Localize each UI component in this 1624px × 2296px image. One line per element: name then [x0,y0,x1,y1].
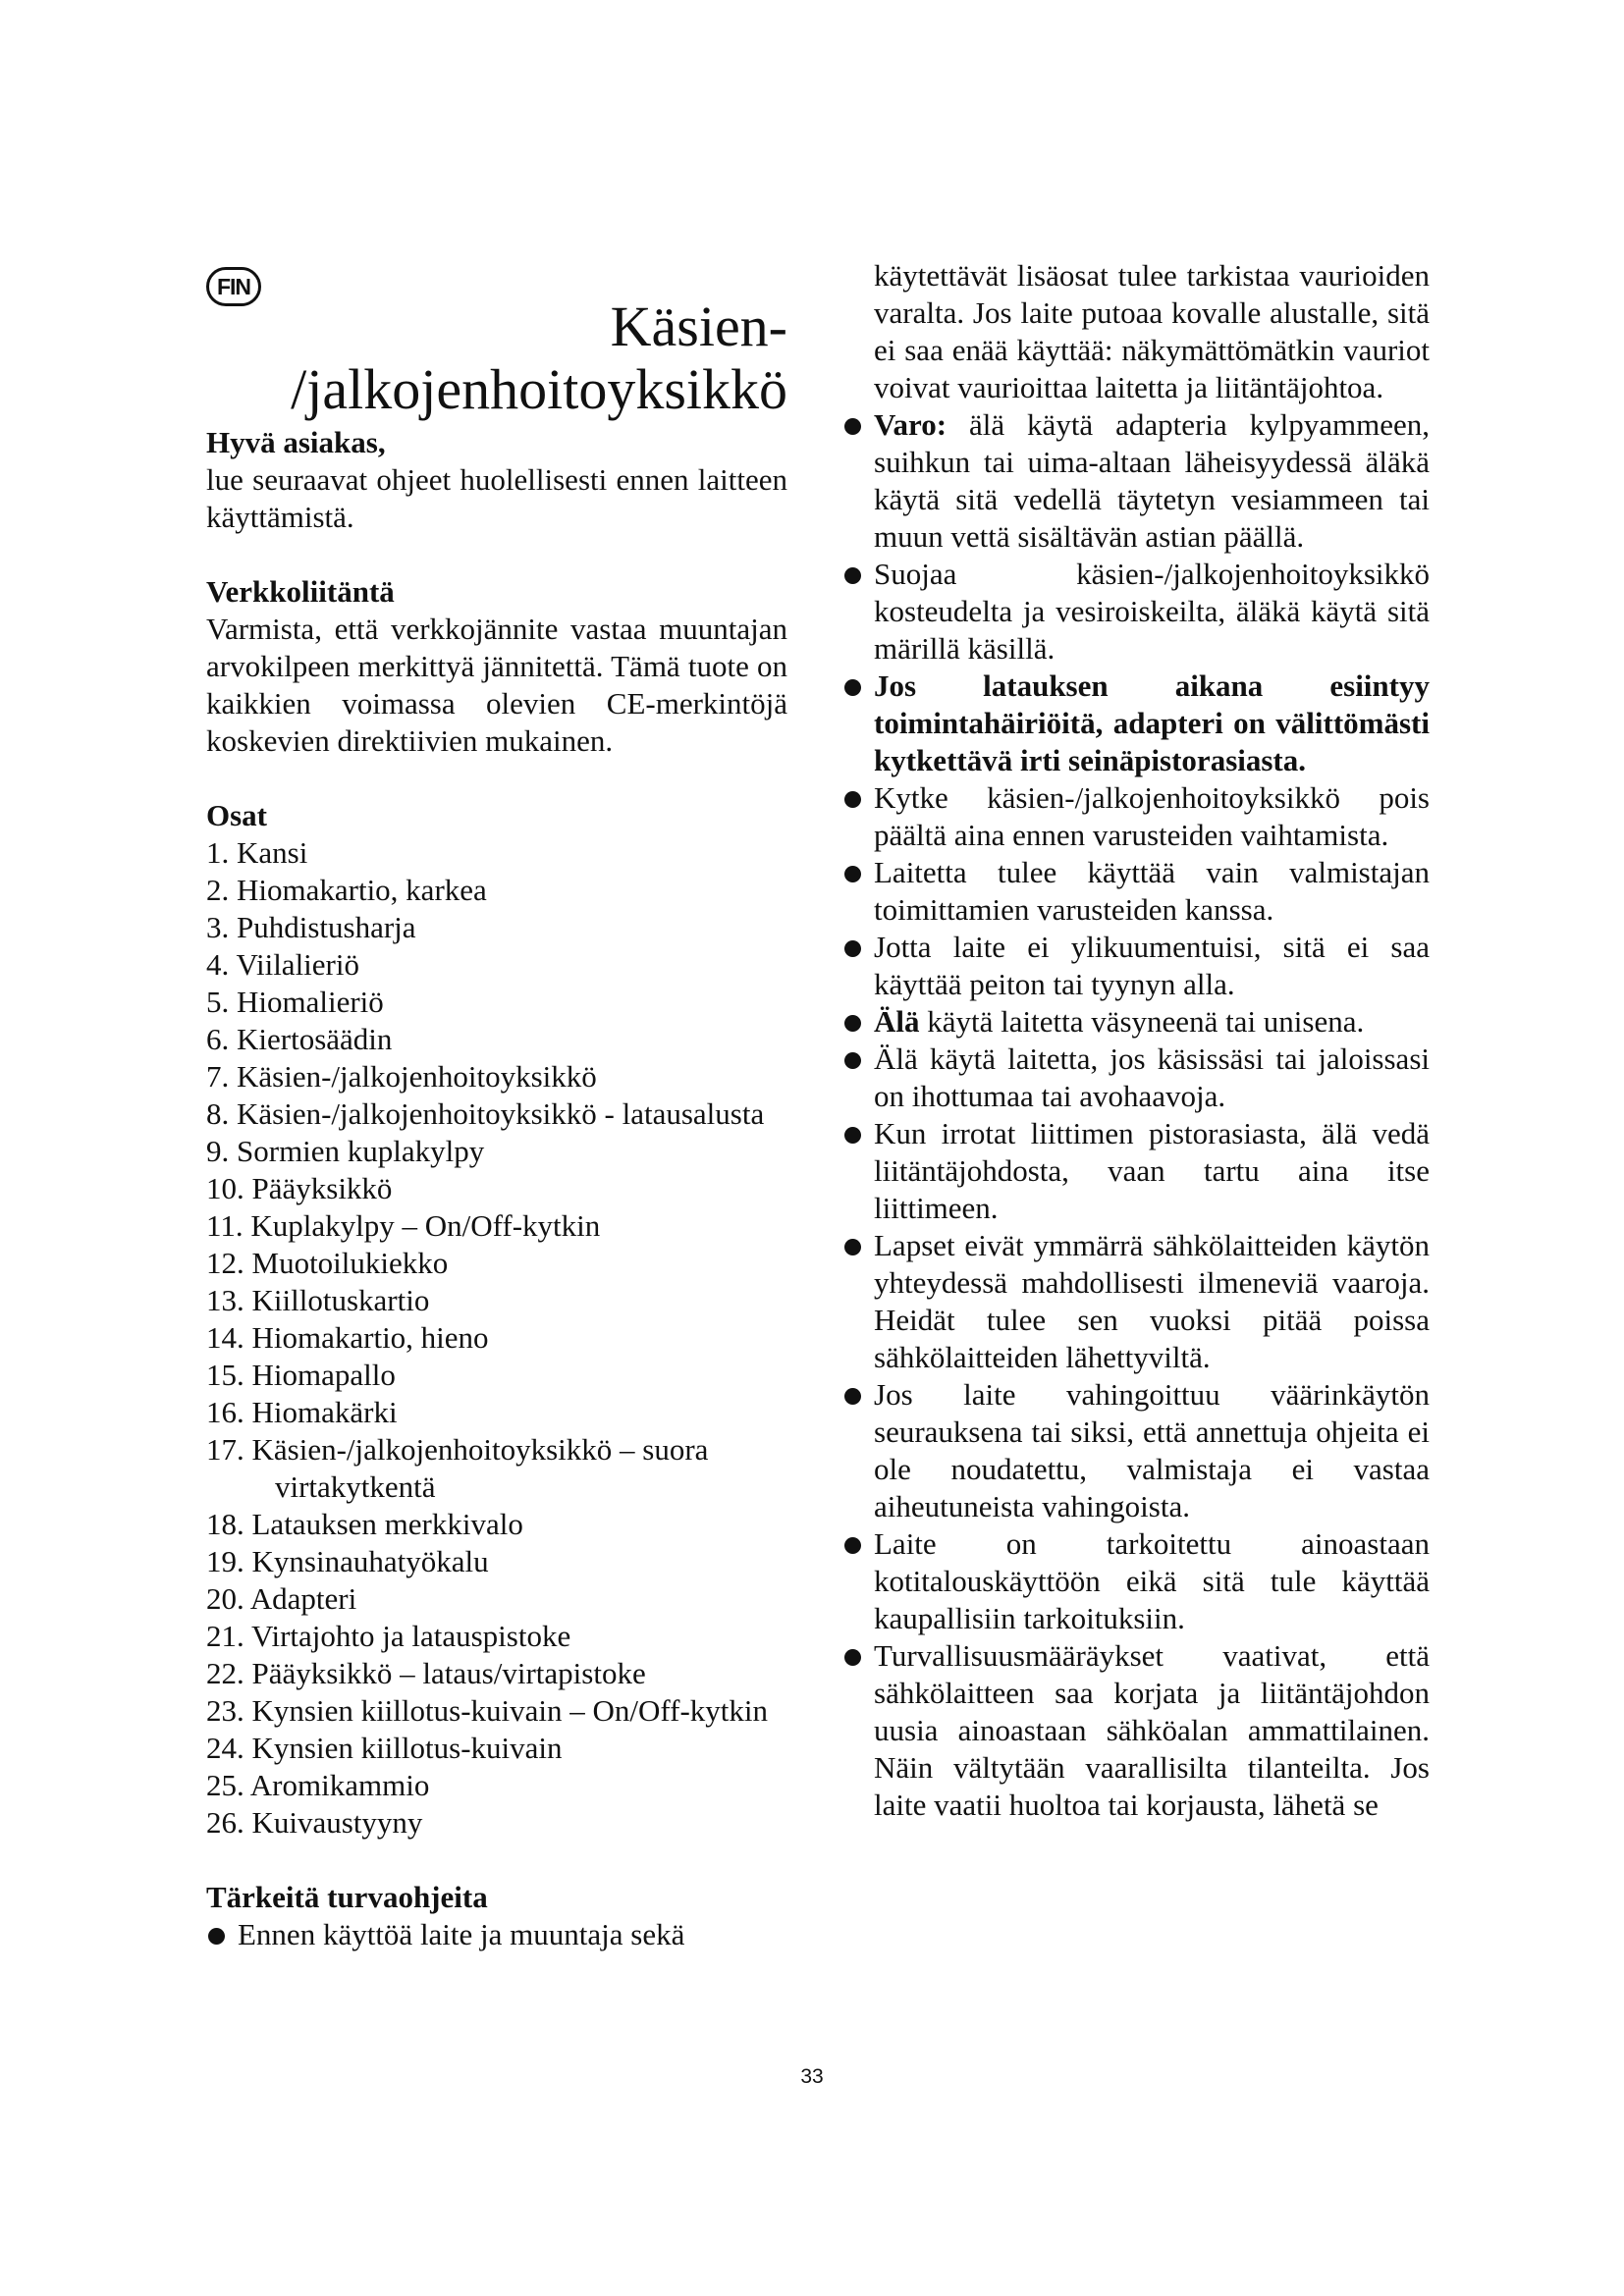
list-item [842,1376,1430,1525]
list-item [842,1525,1430,1637]
intro-text: lue seuraavat ohjeet huolellisesti ennen laitteen käyttämistä. [206,462,787,534]
list-item: 19. Kynsinauhatyökalu [206,1544,489,1578]
safety-item-text: Ennen käyttöä laite ja muuntaja sekä [238,1917,685,1951]
safety-item-text: Lapset eivät ymmärrä sähkölaitteiden käytön yhteydessä mahdollisesti ilmeneviä vaaroja. Heidät tulee sen vuoksi pitää poissa sähkölaitteiden lähettyviltä. [874,1228,1430,1374]
right-column [842,257,1430,1824]
bullet-icon [844,791,861,808]
list-item: 21. Virtajohto ja latauspistoke [206,1619,571,1653]
list-item: 24. Kynsien kiillotus-kuivain [206,1731,563,1765]
language-badge: FIN [206,267,261,306]
list-item [842,1003,1430,1041]
safety-item-text: käytä laitetta väsyneenä tai unisena. [919,1004,1365,1039]
list-item: 8. Käsien-/jalkojenhoitoyksikkö - latausalusta [206,1096,765,1131]
mains-text: Varmista, että verkkojännite vastaa muuntajan arvokilpeen merkittyä jännitettä. Tämä tuote on kaikkien voimassa olevien CE-merkintöjä koskevien direktiivien mukainen. [206,612,787,758]
list-item: 17. Käsien-/jalkojenhoitoyksikkö – suora virtakytkentä [206,1432,709,1504]
bullet-icon [844,1649,861,1666]
parts-list [206,834,787,1842]
list-item [842,1115,1430,1227]
list-item [842,779,1430,854]
greeting: Hyvä asiakas, [206,425,386,459]
list-item [842,929,1430,1003]
list-item: 16. Hiomakärki [206,1395,398,1429]
list-item [842,1041,1430,1115]
safety-item-text: Kytke käsien-/jalkojenhoitoyksikkö pois päältä aina ennen varusteiden vaihtamista. [874,780,1430,852]
bullet-icon [844,679,861,696]
safety-item-text: Jotta laite ei ylikuumentuisi, sitä ei saa käyttää peiton tai tyynyn alla. [874,930,1430,1001]
safety-item-bold: Jos latauksen aikana esiintyy toimintahäiriöitä, adapteri on välittömästi kytkettävä irti seinäpistorasiasta. [874,668,1430,777]
list-item: 7. Käsien-/jalkojenhoitoyksikkö [206,1059,597,1094]
list-item: 18. Latauksen merkkivalo [206,1507,523,1541]
safety-item-text: Laitetta tulee käyttää vain valmistajan toimittamien varusteiden kanssa. [874,855,1430,927]
list-item: 3. Puhdistusharja [206,910,416,944]
parts-heading: Osat [206,798,267,832]
bullet-icon [844,1015,861,1032]
safety-list-start [206,1916,787,1953]
bullet-icon [844,418,861,435]
list-item [842,854,1430,929]
list-item [842,667,1430,779]
list-item: 12. Muotoilukiekko [206,1246,449,1280]
page-title [291,295,787,421]
list-item [842,1637,1430,1824]
safety-item-text: Turvallisuusmääräykset vaativat, että sähkölaitteen saa korjata ja liitäntäjohdon uusia ainoastaan sähköalan ammattilainen. Näin vältytään vaarallisilta tilanteilta. Jos laite vaatii huoltoa tai korjausta, lähetä se [874,1638,1430,1822]
bullet-icon [844,1127,861,1144]
safety-heading: Tärkeitä turvaohjeita [206,1880,488,1914]
safety-item-text: älä käytä adapteria kylpyammeen, suihkun tai uima-altaan läheisyydessä äläkä käytä sitä vedellä täytetyn vesiammeen tai muun vettä sisältävän astian päällä. [874,407,1430,554]
list-item [206,1916,787,1953]
list-item: 5. Hiomalieriö [206,985,384,1019]
bullet-icon [844,1052,861,1069]
safety-item-text: Jos laite vahingoittuu väärinkäytön seurauksena tai siksi, että annettuja ohjeita ei ole noudatettu, valmistaja ei vastaa aiheutuneista vahingoista. [874,1377,1430,1523]
list-item: 26. Kuivaustyyny [206,1805,423,1840]
list-item: 25. Aromikammio [206,1768,430,1802]
bullet-icon [844,1537,861,1554]
bullet-icon [844,567,861,584]
list-item: 4. Viilalieriö [206,947,359,982]
bullet-icon [844,940,861,957]
safety-continuation: käytettävät lisäosat tulee tarkistaa vaurioiden varalta. Jos laite putoaa kovalle alustalle, sitä ei saa enää käyttää: näkymättömätkin vauriot voivat vaurioittaa laitetta ja liitäntäjohtoa. [874,258,1430,404]
title-line-2: /jalkojenhoitoyksikkö [291,356,787,421]
list-item [842,1227,1430,1376]
list-item [842,556,1430,667]
list-item: 15. Hiomapallo [206,1358,396,1392]
page-header [206,257,787,424]
safety-list [842,406,1430,1824]
list-item: 13. Kiillotuskartio [206,1283,430,1317]
list-item: 14. Hiomakartio, hieno [206,1320,489,1355]
bullet-icon [208,1928,225,1945]
safety-item-text: Älä käytä laitetta, jos käsissäsi tai jaloissasi on ihottumaa tai avohaavoja. [874,1041,1430,1113]
list-item: 1. Kansi [206,835,308,870]
bullet-icon [844,866,861,882]
safety-item-text: Suojaa käsien-/jalkojenhoitoyksikkö kosteudelta ja vesiroiskeilta, äläkä käytä sitä märillä käsillä. [874,557,1430,666]
bullet-icon [844,1388,861,1405]
list-item: 2. Hiomakartio, karkea [206,873,487,907]
list-item: 20. Adapteri [206,1581,357,1616]
list-item: 6. Kiertosäädin [206,1022,393,1056]
list-item: 23. Kynsien kiillotus-kuivain – On/Off-kytkin [206,1693,769,1728]
left-column [206,257,787,1953]
page-number: 33 [800,2065,824,2088]
list-item: 10. Pääyksikkö [206,1171,393,1205]
list-item: 9. Sormien kuplakylpy [206,1134,485,1168]
safety-item-bold: Varo: [874,407,947,442]
bullet-icon [844,1239,861,1255]
list-item [842,406,1430,556]
safety-item-text: Kun irrotat liittimen pistorasiasta, älä vedä liitäntäjohdosta, vaan tartu aina itse liittimeen. [874,1116,1430,1225]
title-line-1: Käsien- [610,294,787,358]
mains-heading: Verkkoliitäntä [206,574,395,609]
list-item: 11. Kuplakylpy – On/Off-kytkin [206,1208,601,1243]
list-item: 22. Pääyksikkö – lataus/virtapistoke [206,1656,646,1690]
safety-item-text: Laite on tarkoitettu ainoastaan kotitalouskäyttöön eikä sitä tule käyttää kaupallisiin tarkoituksiin. [874,1526,1430,1635]
safety-item-bold: Älä [874,1004,920,1039]
